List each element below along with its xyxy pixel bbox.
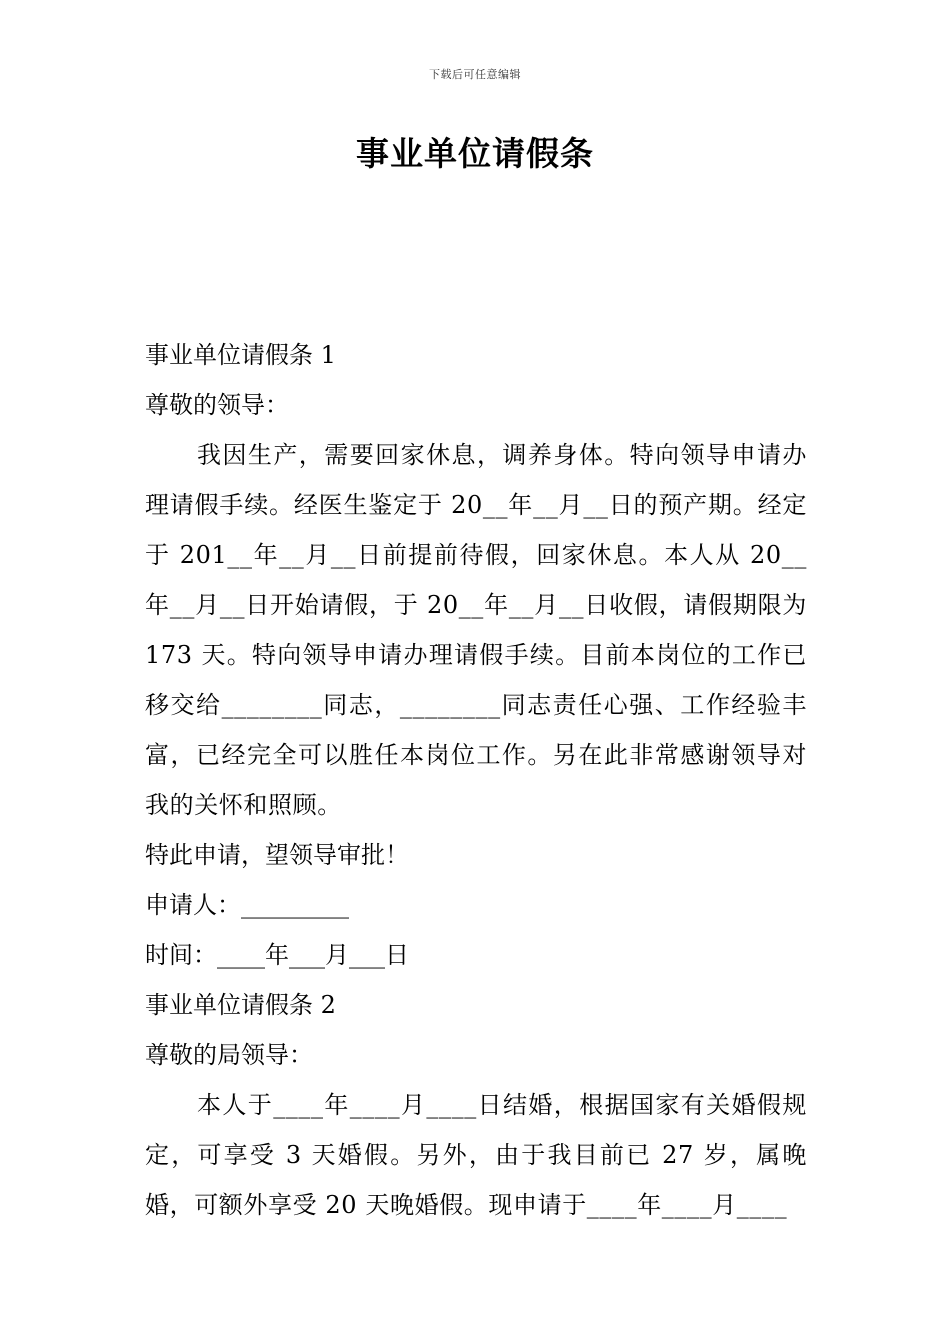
date-line: 时间：____年___月___日 <box>145 941 409 969</box>
document-body <box>145 330 807 1230</box>
section-heading-1: 事业单位请假条 1 <box>145 341 336 369</box>
salutation-1: 尊敬的领导： <box>145 391 289 419</box>
document-title: 事业单位请假条 <box>356 134 594 173</box>
applicant-line: 申请人：_________ <box>145 891 349 919</box>
body-paragraph-2: 本人于____年____月____日结婚，根据国家有关婚假规定，可享受 3 天婚假。另外，由于我目前已 27 岁，属晚婚，可额外享受 20 天晚婚假。现申请于____年____月____ <box>145 1091 807 1219</box>
header-note: 下载后可任意编辑 <box>429 68 521 81</box>
salutation-2: 尊敬的局领导： <box>145 1041 313 1069</box>
section-heading-2: 事业单位请假条 2 <box>145 991 336 1019</box>
body-paragraph-1: 我因生产，需要回家休息，调养身体。特向领导申请办理请假手续。经医生鉴定于 20__年__月__日的预产期。经定于 201__年__月__日前提前待假，回家休息。本人从 20__年__月__日开始请假，于 20__年__月__日收假，请假期限为 173 天。特向领导申请办理请假手续。目前本岗位的工作已移交给________同志，________同志责任心强、工作经验丰富，已经完全可以胜任本岗位工作。另在此非常感谢领导对我的关怀和照顾。 <box>145 441 807 819</box>
closing-line: 特此申请，望领导审批！ <box>145 841 409 869</box>
